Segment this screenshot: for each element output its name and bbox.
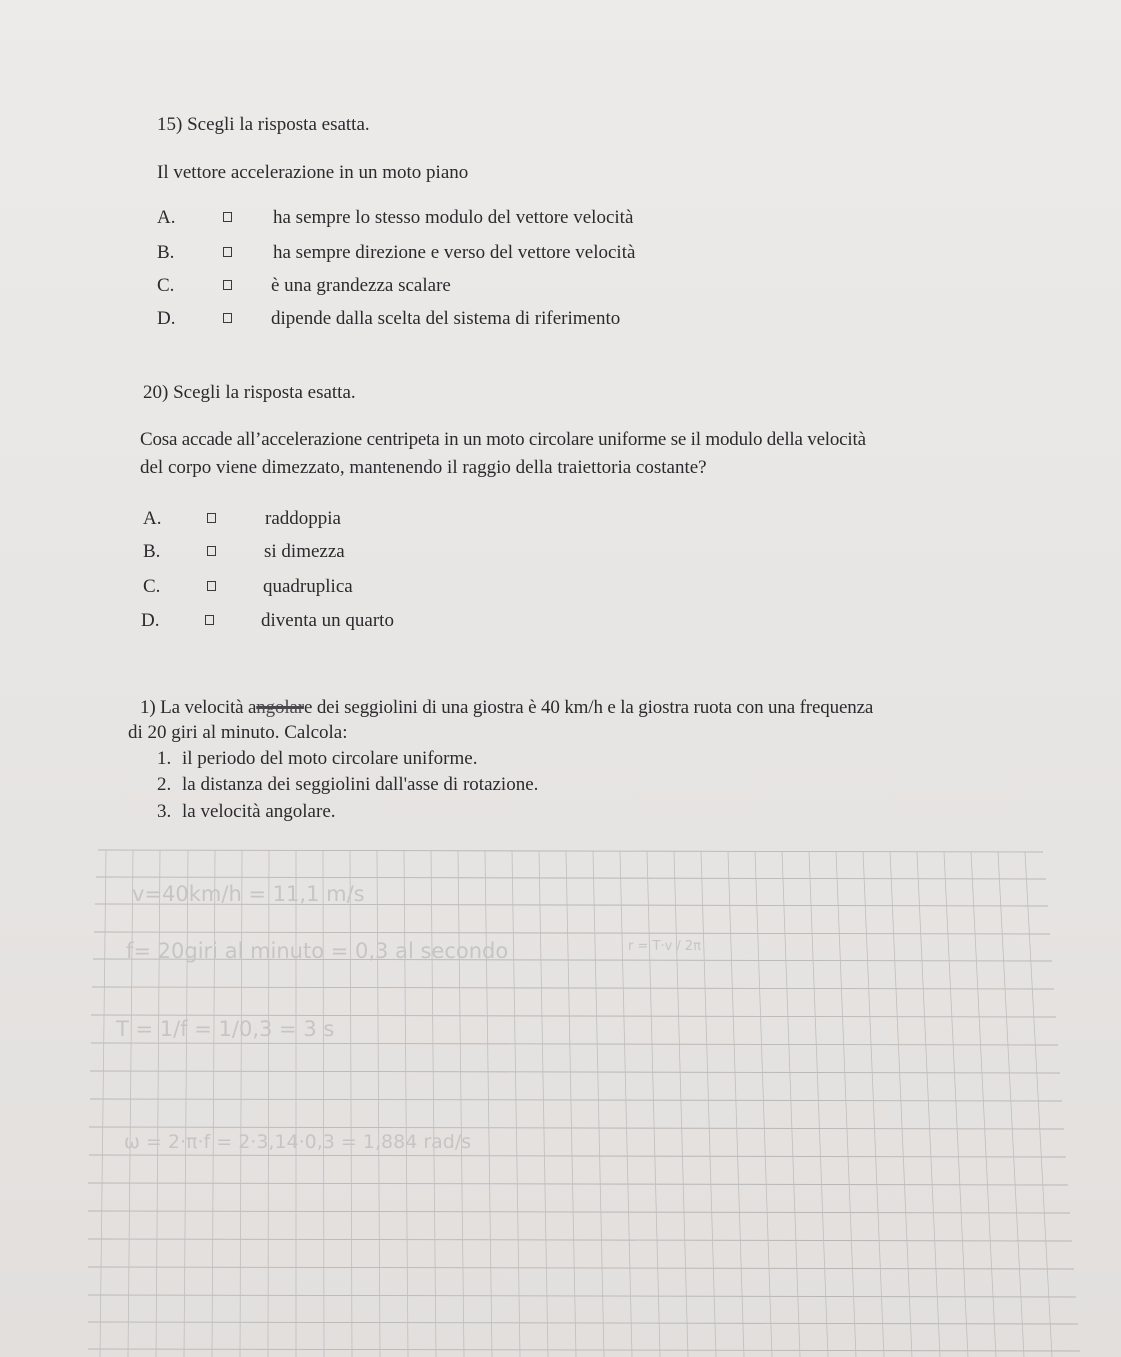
option-text: raddoppia [265,508,341,529]
option-letter: C. [157,275,175,296]
problem1-line2: di 20 giri al minuto. Calcola: [128,722,348,743]
q20-stem-line1: Cosa accade all’accelerazione centripeta in un moto circolare uniforme se il modulo della velocità [140,429,866,450]
handwriting-line-velocity: v=40km/h = 11,1 m/s [132,882,365,906]
handwriting-line-period: T = 1/f = 1/0,3 = 3 s [116,1017,335,1041]
handwriting-line-omega: ω = 2·π·f = 2·3,14·0,3 = 1,884 rad/s [124,1131,472,1153]
problem1-line1-end: e dei seggiolini di una giostra è 40 km/h e la giostra ruota con una frequenza [303,697,874,718]
checkbox[interactable] [223,313,232,323]
option-letter: B. [157,242,175,263]
graph-paper-grid [88,846,1088,1357]
option-text: diventa un quarto [261,610,394,631]
q15-option-b[interactable] [157,242,697,266]
item-number: 1. [157,748,172,769]
q20-option-d[interactable] [141,610,541,634]
option-text: è una grandezza scalare [271,275,451,296]
item-text: la velocità angolare. [182,801,336,822]
item-text: la distanza dei seggiolini dall'asse di rotazione. [182,774,539,795]
q20-stem-line2: del corpo viene dimezzato, mantenendo il raggio della traiettoria costante? [140,457,707,478]
graph-paper [88,846,1088,1357]
problem1-line1-start: 1) La velocità a [140,697,257,718]
handwriting-line-frequency: f= 20giri al minuto = 0,3 al secondo [126,939,509,963]
item-number: 2. [157,774,172,795]
problem1-line1 [140,697,873,719]
option-text: si dimezza [264,541,345,562]
q15-title: 15) Scegli la risposta esatta. [157,114,370,135]
option-text: quadruplica [263,576,353,597]
option-letter: A. [157,207,176,228]
q20-option-b[interactable] [143,541,543,565]
problem1-item-1 [157,748,477,770]
q20-option-a[interactable] [143,508,543,532]
option-letter: B. [143,541,161,562]
checkbox[interactable] [207,546,216,556]
handwriting-side-formula: r = T·v / 2π [628,939,702,954]
option-letter: C. [143,576,161,597]
option-text: dipende dalla scelta del sistema di riferimento [271,308,621,329]
q15-option-d[interactable] [157,308,697,332]
option-letter: D. [141,610,160,631]
q15-option-a[interactable] [157,207,697,231]
q20-title: 20) Scegli la risposta esatta. [143,382,356,403]
checkbox[interactable] [205,615,214,625]
problem1-item-2 [157,774,538,796]
option-text: ha sempre direzione e verso del vettore velocità [273,242,636,263]
checkbox[interactable] [223,247,232,257]
item-text: il periodo del moto circolare uniforme. [182,748,478,769]
checkbox[interactable] [207,581,216,591]
q15-stem: Il vettore accelerazione in un moto piano [157,162,469,183]
q20-option-c[interactable] [143,576,543,600]
q15-option-c[interactable] [157,275,697,299]
grid-columns [100,850,1052,1357]
problem1-item-3 [157,801,336,823]
checkbox[interactable] [207,513,216,523]
item-number: 3. [157,801,172,822]
option-letter: A. [143,508,162,529]
grid-lines [88,850,1080,1351]
checkbox[interactable] [223,280,232,290]
struck-text: ngolar [256,697,304,718]
checkbox[interactable] [223,212,232,222]
option-text: ha sempre lo stesso modulo del vettore velocità [273,207,634,228]
option-letter: D. [157,308,176,329]
